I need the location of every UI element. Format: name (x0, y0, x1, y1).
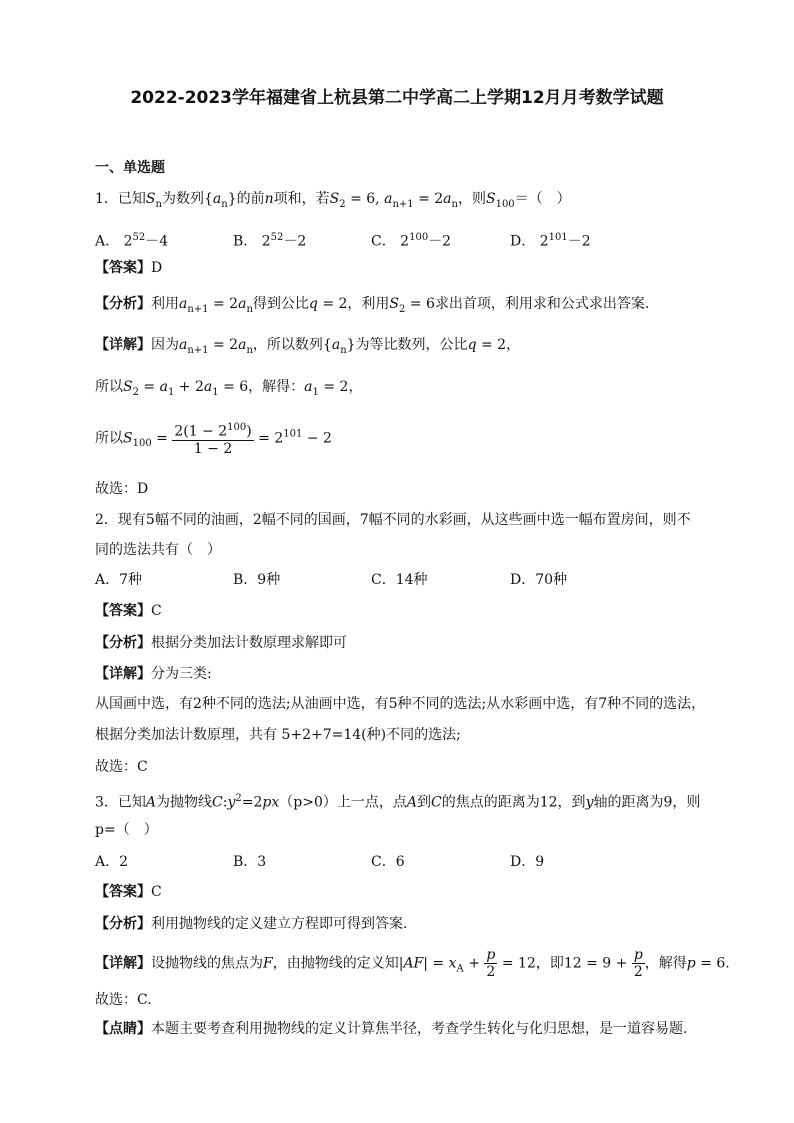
q3-comment: 【点睛】本题主要考查利用抛物线的定义计算焦半径，考查学生转化与化归思想，是一道容易题. (95, 1021, 688, 1037)
q3-fraction-1: $\frac{p}{2}$ (486, 947, 496, 980)
q3-fraction-2: $\frac{p}{2}$ (633, 947, 643, 980)
q1-detail-line3: 所以$S_{100}$ = $\frac{2(1 - 2^{100})}{1 - 2}$ = $2^{101} - 2$ (95, 422, 332, 457)
page-title: 2022-2023学年福建省上杭县第二中学高二上学期12月月考数学试题 (130, 88, 664, 108)
q3-stem-line1: 3．已知A为抛物线$C:y^2=2px(p>0)$上一点，点A到C的焦点的距离为12，到y轴的距离为9，则 (95, 793, 701, 811)
q3-option-a[interactable]: A．2 (95, 854, 129, 870)
q1-stem: 1．已知$S_n$为数列$\{a_n\}$的前n项和，若$S_2 = 6$, $a_{n+1} = 2a_n$，则$S_{100}=$（ ） (95, 191, 571, 210)
q2-option-a[interactable]: A．7种 (95, 572, 143, 588)
q1-answer: 【答案】D (95, 260, 163, 276)
q2-stem-line2: 同的选法共有（ ） (95, 542, 221, 558)
q1-option-b[interactable]: B． $2^{52}-2$ (233, 232, 307, 250)
q3-detail: 【详解】设抛物线的焦点为F，由抛物线的定义知$|AF| = x_A$ + $\frac{p}{2}$ = 12，即12 = 9 + $\frac{p}{2}$ ，解得p = 6. (95, 947, 730, 980)
q2-conclusion: 故选：C (95, 759, 148, 775)
q1-conclusion: 故选：D (95, 481, 149, 497)
q1-option-c[interactable]: C． $2^{100}-2$ (371, 232, 452, 250)
q3-conclusion: 故选：C. (95, 992, 152, 1008)
q2-stem-line1: 2．现有5幅不同的油画，2幅不同的国画，7幅不同的水彩画，从这些画中选一幅布置房间，则不 (95, 512, 691, 528)
q1-option-a[interactable]: A． $2^{52}-4$ (95, 232, 169, 250)
q1-detail: 【详解】因为$a_{n+1} = 2a_n$，所以数列$\{a_n\}$为等比数列，公比q = 2， (95, 337, 521, 356)
q3-stem-line2: p=（ ） (95, 822, 158, 838)
q2-detail-line2: 根据分类加法计数原理，共有 5+2+7=14(种)不同的选法; (95, 727, 461, 743)
q2-detail-line1: 从国画中选，有2种不同的选法;从油画中选，有5种不同的选法;从水彩画中选，有7种不同的选法， (95, 696, 706, 712)
section-heading: 一、单选题 (95, 160, 165, 176)
q3-analysis: 【分析】利用抛物线的定义建立方程即可得到答案. (95, 916, 408, 932)
q1-analysis: 【分析】利用$a_{n+1} = 2a_n$得到公比q = 2，利用$S_2 = 6$求出首项，利用求和公式求出答案. (95, 296, 650, 315)
q3-option-c[interactable]: C．6 (371, 854, 405, 870)
q2-analysis: 【分析】根据分类加法计数原理求解即可 (95, 635, 347, 651)
q1-option-d[interactable]: D． $2^{101}-2$ (510, 232, 591, 250)
q2-answer: 【答案】C (95, 603, 162, 619)
q3-option-b[interactable]: B．3 (233, 854, 267, 870)
q2-option-d[interactable]: D．70种 (510, 572, 568, 588)
q3-answer: 【答案】C (95, 884, 162, 900)
q2-option-b[interactable]: B．9种 (233, 572, 281, 588)
q1-detail-line2: 所以$S_2 = a_1 + 2a_1 = 6$，解得：$a_1 = 2$， (95, 379, 363, 398)
q1-fraction: $\frac{2(1 - 2^{100})}{1 - 2}$ (174, 422, 252, 457)
q2-detail: 【详解】分为三类: (95, 666, 212, 682)
q2-option-c[interactable]: C．14种 (371, 572, 428, 588)
q3-option-d[interactable]: D．9 (510, 854, 545, 870)
